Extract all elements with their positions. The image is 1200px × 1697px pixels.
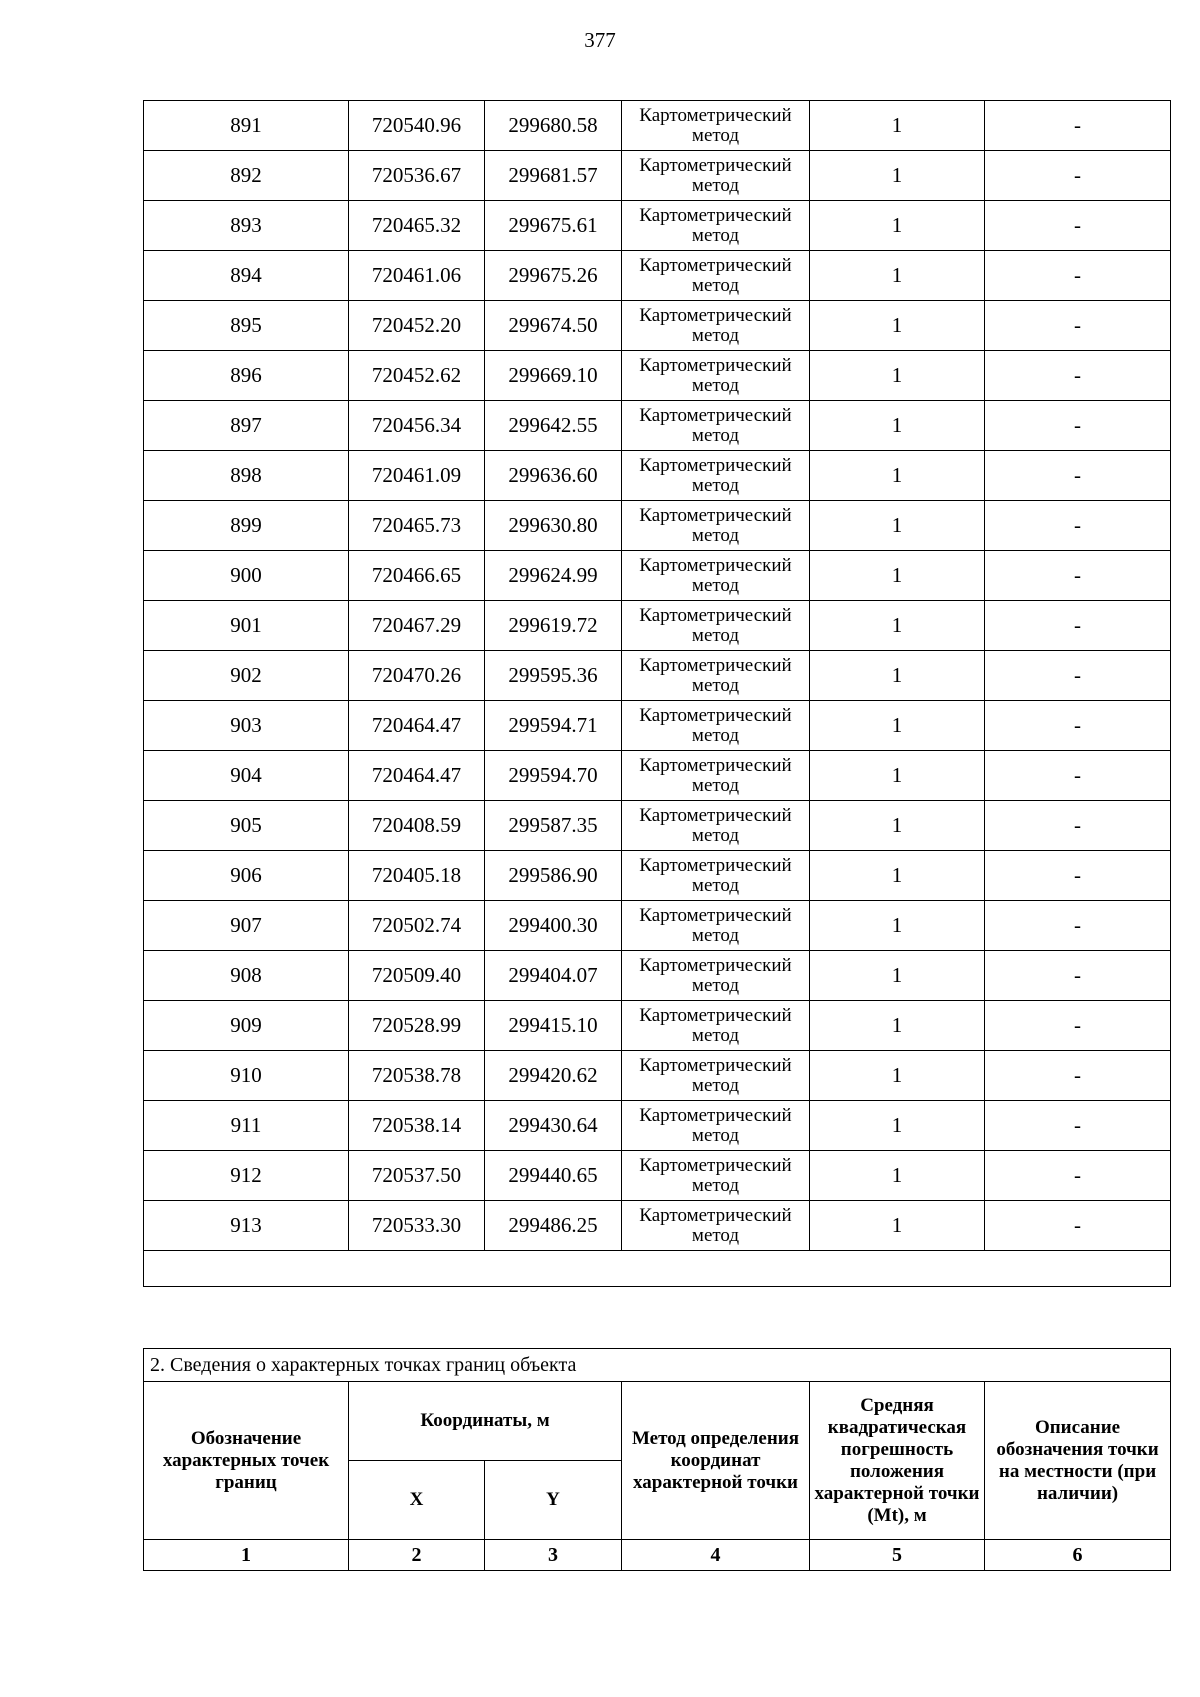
boundary-points-header-table (143, 1348, 1171, 1571)
x-coordinate-cell: 720528.99 (349, 1001, 485, 1051)
x-coordinate-cell: 720470.26 (349, 651, 485, 701)
page-number: 377 (584, 28, 616, 52)
mt-cell: 1 (810, 801, 985, 851)
y-coordinate-cell: 299675.61 (485, 201, 622, 251)
method-cell: Картометрический метод (622, 951, 810, 1001)
point-number-cell: 909 (144, 1001, 349, 1051)
table-row (144, 1001, 1171, 1051)
description-cell: - (985, 701, 1171, 751)
method-cell: Картометрический метод (622, 801, 810, 851)
y-coordinate-cell: 299630.80 (485, 501, 622, 551)
y-coordinate-cell: 299669.10 (485, 351, 622, 401)
point-number-cell: 904 (144, 751, 349, 801)
x-coordinate-cell: 720456.34 (349, 401, 485, 451)
y-coordinate-cell: 299594.71 (485, 701, 622, 751)
y-coordinate-cell: 299587.35 (485, 801, 622, 851)
column-number-4: 4 (622, 1540, 810, 1571)
y-coordinate-cell: 299675.26 (485, 251, 622, 301)
method-cell: Картометрический метод (622, 201, 810, 251)
point-number-cell: 900 (144, 551, 349, 601)
description-cell: - (985, 801, 1171, 851)
point-number-cell: 911 (144, 1101, 349, 1151)
point-number-cell: 910 (144, 1051, 349, 1101)
header-method: Метод определения координат характерной точки (622, 1382, 810, 1540)
method-cell: Картометрический метод (622, 701, 810, 751)
point-number-cell: 891 (144, 101, 349, 151)
table-row (144, 151, 1171, 201)
y-coordinate-cell: 299586.90 (485, 851, 622, 901)
point-number-cell: 902 (144, 651, 349, 701)
description-cell: - (985, 551, 1171, 601)
point-number-cell: 903 (144, 701, 349, 751)
table-row (144, 501, 1171, 551)
method-cell: Картометрический метод (622, 401, 810, 451)
method-cell: Картометрический метод (622, 1051, 810, 1101)
description-cell: - (985, 951, 1171, 1001)
header-y: Y (485, 1461, 622, 1540)
mt-cell: 1 (810, 1101, 985, 1151)
table-row (144, 851, 1171, 901)
x-coordinate-cell: 720464.47 (349, 751, 485, 801)
method-cell: Картометрический метод (622, 901, 810, 951)
method-cell: Картометрический метод (622, 101, 810, 151)
mt-cell: 1 (810, 351, 985, 401)
x-coordinate-cell: 720452.62 (349, 351, 485, 401)
x-coordinate-cell: 720538.78 (349, 1051, 485, 1101)
column-number-2: 2 (349, 1540, 485, 1571)
table-row (144, 1101, 1171, 1151)
y-coordinate-cell: 299440.65 (485, 1151, 622, 1201)
point-number-cell: 895 (144, 301, 349, 351)
header-designation: Обозначение характерных точек границ (144, 1382, 349, 1540)
x-coordinate-cell: 720461.06 (349, 251, 485, 301)
mt-cell: 1 (810, 951, 985, 1001)
method-cell: Картометрический метод (622, 601, 810, 651)
mt-cell: 1 (810, 401, 985, 451)
x-coordinate-cell: 720540.96 (349, 101, 485, 151)
points-table-body (144, 101, 1171, 1287)
method-cell: Картометрический метод (622, 551, 810, 601)
mt-cell: 1 (810, 251, 985, 301)
point-number-cell: 892 (144, 151, 349, 201)
x-coordinate-cell: 720466.65 (349, 551, 485, 601)
description-cell: - (985, 351, 1171, 401)
mt-cell: 1 (810, 901, 985, 951)
empty-cell (144, 1251, 1171, 1287)
y-coordinate-cell: 299642.55 (485, 401, 622, 451)
description-cell: - (985, 301, 1171, 351)
mt-cell: 1 (810, 1001, 985, 1051)
mt-cell: 1 (810, 1201, 985, 1251)
point-number-cell: 898 (144, 451, 349, 501)
x-coordinate-cell: 720452.20 (349, 301, 485, 351)
empty-row (144, 1251, 1171, 1287)
description-cell: - (985, 201, 1171, 251)
table-row (144, 301, 1171, 351)
point-number-cell: 906 (144, 851, 349, 901)
points-table (143, 100, 1171, 1287)
table-row (144, 351, 1171, 401)
table-row (144, 551, 1171, 601)
x-coordinate-cell: 720465.73 (349, 501, 485, 551)
mt-cell: 1 (810, 751, 985, 801)
point-number-cell: 907 (144, 901, 349, 951)
y-coordinate-cell: 299619.72 (485, 601, 622, 651)
y-coordinate-cell: 299595.36 (485, 651, 622, 701)
mt-cell: 1 (810, 201, 985, 251)
point-number-cell: 901 (144, 601, 349, 651)
header-coordinates: Координаты, м (349, 1382, 622, 1461)
y-coordinate-cell: 299420.62 (485, 1051, 622, 1101)
y-coordinate-cell: 299486.25 (485, 1201, 622, 1251)
y-coordinate-cell: 299404.07 (485, 951, 622, 1001)
method-cell: Картометрический метод (622, 451, 810, 501)
mt-cell: 1 (810, 1151, 985, 1201)
x-coordinate-cell: 720464.47 (349, 701, 485, 751)
table-row (144, 1151, 1171, 1201)
y-coordinate-cell: 299400.30 (485, 901, 622, 951)
table-row (144, 901, 1171, 951)
description-cell: - (985, 251, 1171, 301)
table-row (144, 451, 1171, 501)
method-cell: Картометрический метод (622, 251, 810, 301)
column-number-3: 3 (485, 1540, 622, 1571)
point-number-cell: 908 (144, 951, 349, 1001)
column-number-6: 6 (985, 1540, 1171, 1571)
y-coordinate-cell: 299674.50 (485, 301, 622, 351)
mt-cell: 1 (810, 601, 985, 651)
mt-cell: 1 (810, 501, 985, 551)
table-row (144, 701, 1171, 751)
table-row (144, 1201, 1171, 1251)
method-cell: Картометрический метод (622, 1001, 810, 1051)
point-number-cell: 912 (144, 1151, 349, 1201)
point-number-cell: 905 (144, 801, 349, 851)
x-coordinate-cell: 720537.50 (349, 1151, 485, 1201)
method-cell: Картометрический метод (622, 301, 810, 351)
table-row (144, 1051, 1171, 1101)
x-coordinate-cell: 720405.18 (349, 851, 485, 901)
mt-cell: 1 (810, 1051, 985, 1101)
description-cell: - (985, 751, 1171, 801)
description-cell: - (985, 401, 1171, 451)
point-number-cell: 896 (144, 351, 349, 401)
description-cell: - (985, 501, 1171, 551)
mt-cell: 1 (810, 301, 985, 351)
method-cell: Картометрический метод (622, 1201, 810, 1251)
description-cell: - (985, 601, 1171, 651)
y-coordinate-cell: 299624.99 (485, 551, 622, 601)
x-coordinate-cell: 720509.40 (349, 951, 485, 1001)
table-row (144, 101, 1171, 151)
method-cell: Картометрический метод (622, 1101, 810, 1151)
y-coordinate-cell: 299636.60 (485, 451, 622, 501)
mt-cell: 1 (810, 151, 985, 201)
point-number-cell: 913 (144, 1201, 349, 1251)
table-row (144, 651, 1171, 701)
x-coordinate-cell: 720533.30 (349, 1201, 485, 1251)
point-number-cell: 899 (144, 501, 349, 551)
description-cell: - (985, 151, 1171, 201)
description-cell: - (985, 1001, 1171, 1051)
mt-cell: 1 (810, 701, 985, 751)
method-cell: Картометрический метод (622, 351, 810, 401)
description-cell: - (985, 1151, 1171, 1201)
description-cell: - (985, 851, 1171, 901)
method-cell: Картометрический метод (622, 751, 810, 801)
x-coordinate-cell: 720467.29 (349, 601, 485, 651)
header-description: Описание обозначения точки на местности (при наличии) (985, 1382, 1171, 1540)
description-cell: - (985, 651, 1171, 701)
point-number-cell: 894 (144, 251, 349, 301)
x-coordinate-cell: 720538.14 (349, 1101, 485, 1151)
x-coordinate-cell: 720461.09 (349, 451, 485, 501)
table-row (144, 401, 1171, 451)
x-coordinate-cell: 720502.74 (349, 901, 485, 951)
mt-cell: 1 (810, 101, 985, 151)
description-cell: - (985, 1101, 1171, 1151)
table-row (144, 751, 1171, 801)
method-cell: Картометрический метод (622, 851, 810, 901)
description-cell: - (985, 1051, 1171, 1101)
table-row (144, 801, 1171, 851)
y-coordinate-cell: 299681.57 (485, 151, 622, 201)
method-cell: Картометрический метод (622, 501, 810, 551)
description-cell: - (985, 901, 1171, 951)
header-x: X (349, 1461, 485, 1540)
table-row (144, 601, 1171, 651)
y-coordinate-cell: 299680.58 (485, 101, 622, 151)
point-number-cell: 897 (144, 401, 349, 451)
header-mt: Средняя квадратическая погрешность положения характерной точки (Mt), м (810, 1382, 985, 1540)
column-number-5: 5 (810, 1540, 985, 1571)
method-cell: Картометрический метод (622, 1151, 810, 1201)
method-cell: Картометрический метод (622, 151, 810, 201)
mt-cell: 1 (810, 551, 985, 601)
y-coordinate-cell: 299430.64 (485, 1101, 622, 1151)
description-cell: - (985, 101, 1171, 151)
y-coordinate-cell: 299594.70 (485, 751, 622, 801)
description-cell: - (985, 451, 1171, 501)
mt-cell: 1 (810, 651, 985, 701)
y-coordinate-cell: 299415.10 (485, 1001, 622, 1051)
mt-cell: 1 (810, 451, 985, 501)
x-coordinate-cell: 720536.67 (349, 151, 485, 201)
mt-cell: 1 (810, 851, 985, 901)
table-row (144, 951, 1171, 1001)
method-cell: Картометрический метод (622, 651, 810, 701)
section-title: 2. Сведения о характерных точках границ объекта (144, 1349, 1171, 1382)
x-coordinate-cell: 720408.59 (349, 801, 485, 851)
description-cell: - (985, 1201, 1171, 1251)
point-number-cell: 893 (144, 201, 349, 251)
column-number-1: 1 (144, 1540, 349, 1571)
table-row (144, 201, 1171, 251)
x-coordinate-cell: 720465.32 (349, 201, 485, 251)
table-row (144, 251, 1171, 301)
